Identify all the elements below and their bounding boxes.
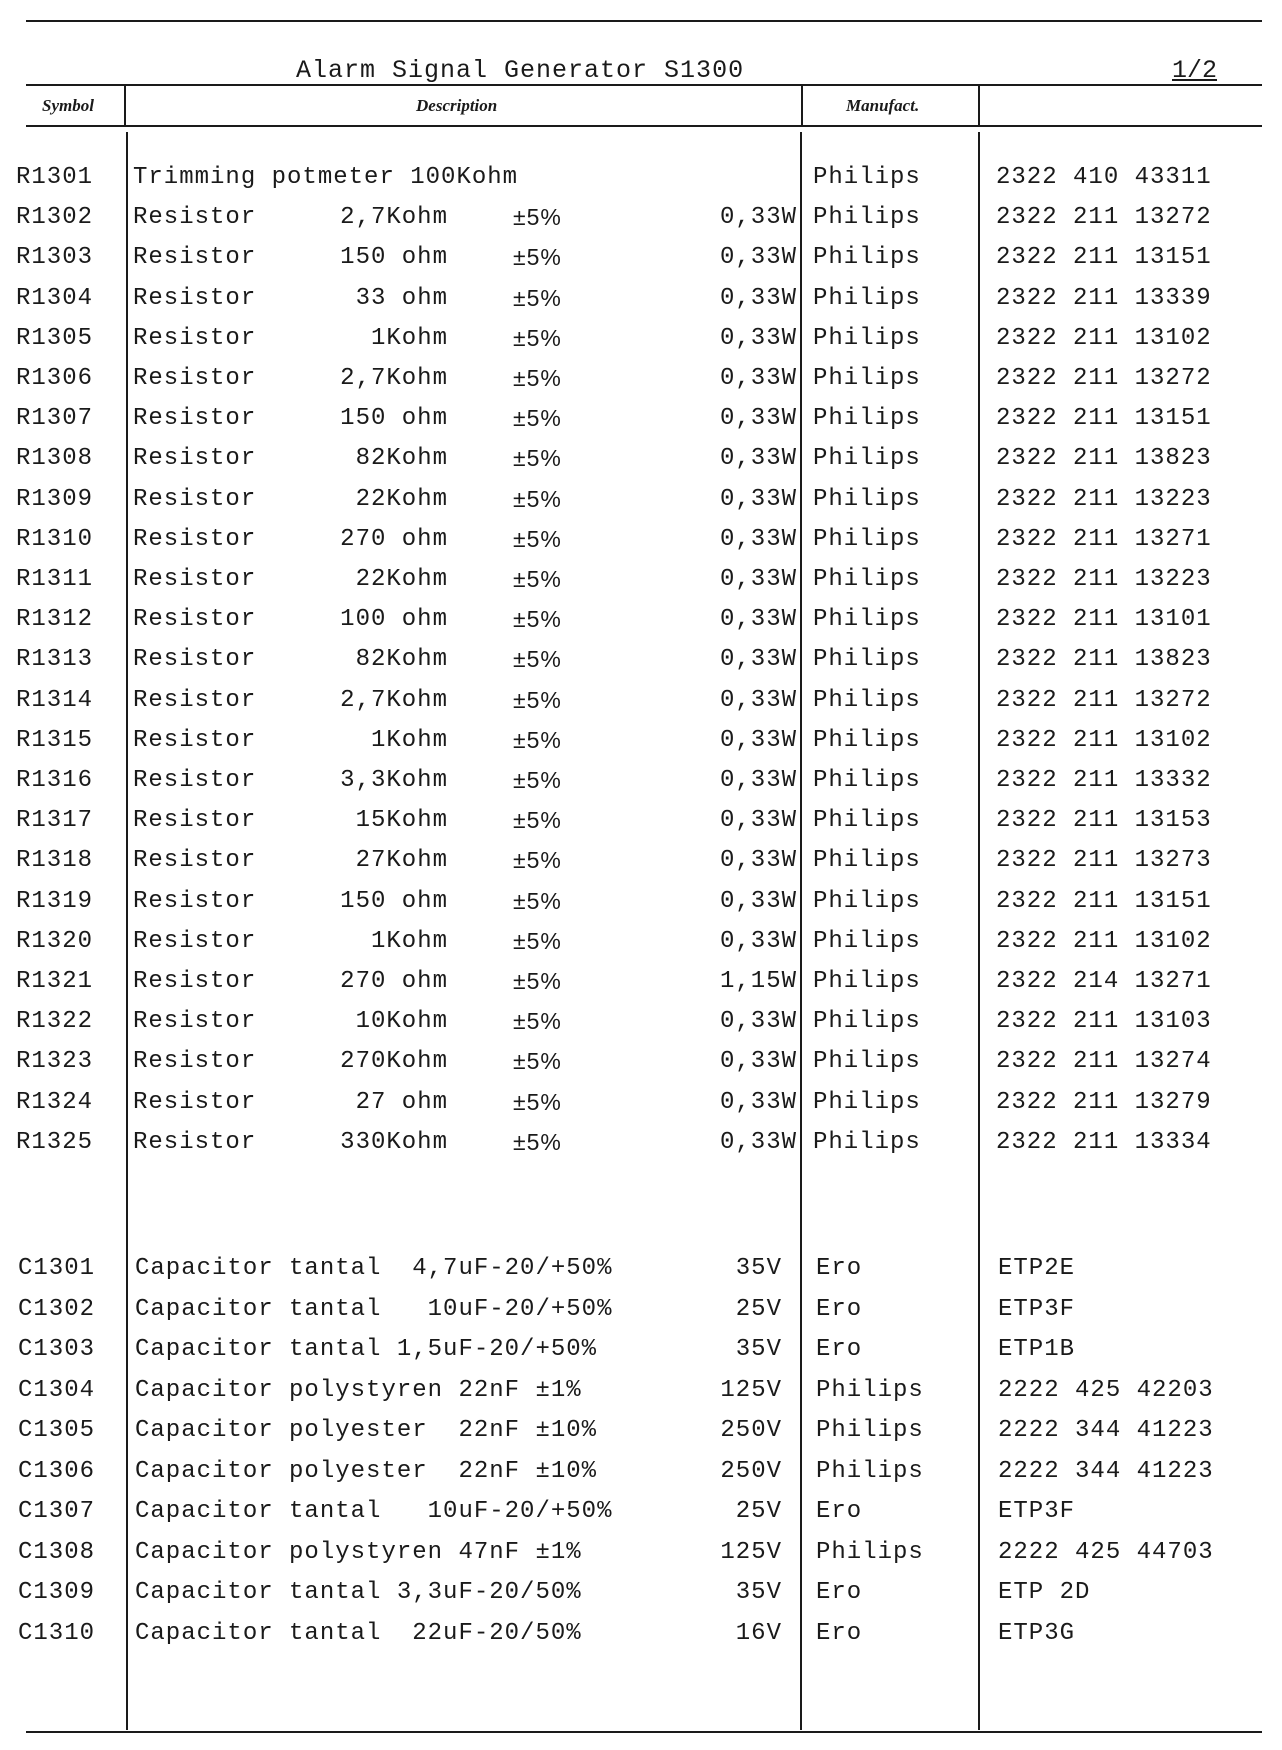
table-row [0, 405, 1282, 441]
part-symbol: R1324 [16, 1088, 94, 1116]
table-row [0, 1255, 1282, 1291]
part-manufacturer: Ero [816, 1579, 863, 1606]
part-manufacturer: Philips [813, 1048, 921, 1076]
table-row [0, 1048, 1282, 1084]
part-manufacturer: Philips [813, 244, 921, 272]
table-row [0, 204, 1282, 240]
part-value: 22Kohm [355, 485, 448, 513]
part-number: 2322 211 13102 [996, 726, 1212, 754]
part-manufacturer: Philips [816, 1457, 924, 1485]
part-rating: 0,33W [719, 284, 797, 312]
part-value-cell [280, 325, 448, 361]
table-row [0, 164, 1282, 200]
part-description: Resistor [133, 606, 257, 634]
part-value-cell [280, 928, 448, 964]
part-description: Resistor [133, 525, 257, 553]
part-value: 82Kohm [355, 646, 448, 674]
part-symbol: C1304 [18, 1376, 96, 1404]
part-number: ETP 2D [998, 1579, 1091, 1606]
part-value: 150 ohm [340, 887, 448, 915]
part-description: Resistor [133, 445, 257, 473]
column-header-symbol: Symbol [42, 96, 94, 115]
part-rating: 125V [720, 1538, 782, 1566]
page-number: 1/2 [1172, 56, 1218, 85]
part-value: 1Kohm [370, 324, 448, 352]
part-symbol: R1322 [16, 1008, 94, 1036]
part-tolerance: ±5% [513, 847, 562, 874]
part-tolerance: ±5% [513, 244, 562, 271]
part-symbol: C1301 [18, 1255, 96, 1282]
table-row [0, 566, 1282, 602]
table-row [0, 968, 1282, 1004]
part-manufacturer: Philips [813, 606, 921, 634]
part-rating: 0,33W [719, 646, 797, 674]
part-manufacturer: Philips [813, 807, 921, 835]
part-number: 2322 211 13823 [996, 646, 1212, 674]
part-value: 150 ohm [340, 405, 448, 433]
table-row [0, 1539, 1282, 1575]
part-value: 2,7Kohm [340, 365, 448, 392]
part-number: 2322 211 13272 [996, 365, 1212, 392]
part-symbol: C1305 [18, 1417, 96, 1444]
part-tolerance: ±5% [513, 284, 562, 311]
part-manufacturer: Ero [816, 1498, 863, 1525]
part-description: Resistor [133, 726, 257, 754]
part-symbol: R1325 [16, 1128, 94, 1156]
table-row [0, 1458, 1282, 1494]
part-manufacturer: Philips [813, 204, 921, 232]
part-symbol: R1309 [16, 485, 94, 513]
part-rating: 0,33W [719, 726, 797, 754]
part-manufacturer: Philips [813, 525, 921, 553]
part-rating: 35V [735, 1255, 782, 1282]
part-tolerance: ±5% [513, 1128, 562, 1155]
part-number: 2322 410 43311 [996, 164, 1212, 191]
part-rating: 0,33W [719, 324, 797, 352]
part-manufacturer: Ero [816, 1295, 863, 1323]
part-number: 2322 211 13151 [996, 405, 1212, 433]
table-row [0, 486, 1282, 522]
table-row [0, 646, 1282, 682]
part-symbol: C1309 [18, 1579, 96, 1606]
part-symbol: R1312 [16, 606, 94, 634]
part-symbol: C1302 [18, 1295, 96, 1323]
part-description: Capacitor polystyren 47nF ±1% [135, 1538, 582, 1566]
part-value: 27 ohm [355, 1088, 448, 1116]
part-value: 100 ohm [340, 606, 448, 634]
part-tolerance: ±5% [513, 686, 562, 713]
part-tolerance: ±5% [513, 968, 562, 994]
part-rating: 0,33W [719, 244, 797, 272]
part-manufacturer: Philips [813, 164, 921, 191]
table-row [0, 325, 1282, 361]
table-row [0, 285, 1282, 321]
part-value-cell [280, 1089, 448, 1125]
part-symbol: R1304 [16, 284, 94, 312]
part-tolerance: ±5% [513, 566, 562, 592]
part-value-cell [280, 1008, 448, 1044]
part-tolerance: ±5% [513, 606, 562, 633]
part-symbol: R1323 [16, 1048, 94, 1076]
part-description: Capacitor tantal 10uF-20/+50% [135, 1498, 613, 1525]
part-description: Resistor [133, 284, 257, 312]
part-symbol: R1318 [16, 847, 94, 875]
part-symbol: R1310 [16, 525, 94, 553]
part-number: ETP3G [998, 1619, 1076, 1647]
part-description: Capacitor tantal 10uF-20/+50% [135, 1295, 613, 1323]
part-description: Resistor [133, 566, 257, 593]
part-tolerance: ±5% [513, 445, 562, 472]
part-symbol: R1321 [16, 968, 94, 995]
part-value-cell [280, 727, 448, 763]
part-rating: 250V [720, 1457, 782, 1485]
part-manufacturer: Philips [813, 365, 921, 392]
part-manufacturer: Philips [813, 485, 921, 513]
part-rating: 0,33W [719, 445, 797, 473]
part-symbol: R1302 [16, 204, 94, 232]
part-rating: 25V [735, 1498, 782, 1525]
column-header-description: Description [416, 96, 498, 115]
part-symbol: R1305 [16, 324, 94, 352]
part-number: 2322 214 13271 [996, 968, 1212, 995]
part-tolerance: ±5% [513, 204, 562, 231]
part-manufacturer: Philips [813, 405, 921, 433]
part-rating: 0,33W [719, 405, 797, 433]
part-manufacturer: Philips [816, 1538, 924, 1566]
part-manufacturer: Philips [813, 646, 921, 674]
table-row [0, 1417, 1282, 1453]
part-symbol: R1319 [16, 887, 94, 915]
part-value: 270Kohm [340, 1048, 448, 1076]
part-symbol: R1306 [16, 365, 94, 392]
part-number: 2322 211 13101 [996, 606, 1212, 634]
part-description: Resistor [133, 405, 257, 433]
part-number: 2322 211 13223 [996, 566, 1212, 593]
part-description: Resistor [133, 1088, 257, 1116]
part-number: 2322 211 13332 [996, 767, 1212, 794]
part-value-cell [280, 646, 448, 682]
part-symbol: R1317 [16, 807, 94, 835]
part-tolerance: ±5% [513, 887, 562, 914]
part-rating: 0,33W [719, 807, 797, 835]
part-description: Resistor [133, 1008, 257, 1036]
part-symbol: C1308 [18, 1538, 96, 1566]
part-description: Resistor [133, 646, 257, 674]
part-manufacturer: Philips [813, 284, 921, 312]
part-description: Resistor [133, 887, 257, 915]
part-symbol: C1307 [18, 1498, 96, 1525]
part-description: Capacitor polyester 22nF ±10% [135, 1417, 598, 1444]
part-manufacturer: Philips [816, 1417, 924, 1444]
part-number: 2322 211 13102 [996, 927, 1212, 955]
table-row [0, 1296, 1282, 1332]
part-description: Resistor [133, 1048, 257, 1076]
part-rating: 0,33W [719, 365, 797, 392]
part-number: 2222 344 41223 [998, 1457, 1214, 1485]
part-value-cell [280, 204, 448, 240]
part-rating: 0,33W [719, 204, 797, 232]
part-symbol: C1303 [18, 1336, 96, 1363]
table-row [0, 687, 1282, 723]
part-description: Resistor [133, 927, 257, 955]
part-value: 27Kohm [355, 847, 448, 875]
part-value-cell [280, 526, 448, 562]
part-number: 2322 211 13274 [996, 1048, 1212, 1076]
part-value-cell [280, 847, 448, 883]
part-value: 3,3Kohm [340, 767, 448, 794]
part-symbol: R1308 [16, 445, 94, 473]
part-value: 270 ohm [340, 968, 448, 995]
part-description: Resistor [133, 686, 257, 714]
column-header-manufact: Manufact. [846, 96, 920, 115]
part-symbol: R1316 [16, 767, 94, 794]
part-manufacturer: Ero [816, 1336, 863, 1363]
part-tolerance: ±5% [513, 485, 562, 512]
part-number: 2322 211 13334 [996, 1128, 1212, 1156]
part-value: 82Kohm [355, 445, 448, 473]
part-tolerance: ±5% [513, 646, 562, 673]
part-description: Resistor [133, 847, 257, 875]
part-number: 2322 211 13823 [996, 445, 1212, 473]
table-row [0, 1579, 1282, 1615]
part-value: 270 ohm [340, 525, 448, 553]
part-rating: 0,33W [719, 1048, 797, 1076]
table-row [0, 1089, 1282, 1125]
part-manufacturer: Philips [813, 968, 921, 995]
part-number: 2322 211 13103 [996, 1008, 1212, 1036]
part-description: Capacitor tantal 22uF-20/50% [135, 1619, 582, 1647]
table-row [0, 445, 1282, 481]
table-row [0, 847, 1282, 883]
part-description: Capacitor polyester 22nF ±10% [135, 1457, 598, 1485]
table-row [0, 928, 1282, 964]
part-tolerance: ±5% [513, 927, 562, 954]
part-rating: 25V [735, 1295, 782, 1323]
part-symbol: C1310 [18, 1619, 96, 1647]
part-value: 22Kohm [355, 566, 448, 593]
table-row [0, 244, 1282, 280]
part-symbol: R1301 [16, 164, 94, 191]
part-description: Capacitor polystyren 22nF ±1% [135, 1376, 582, 1404]
part-value-cell [280, 888, 448, 924]
part-manufacturer: Philips [813, 927, 921, 955]
table-row [0, 1620, 1282, 1656]
part-description: Resistor [133, 485, 257, 513]
part-tolerance: ±5% [513, 365, 562, 391]
part-manufacturer: Philips [813, 686, 921, 714]
part-value: 2,7Kohm [340, 204, 448, 232]
part-tolerance: ±5% [513, 1048, 562, 1075]
part-manufacturer: Philips [813, 566, 921, 593]
part-number: 2222 344 41223 [998, 1417, 1214, 1444]
part-number: 2222 425 44703 [998, 1538, 1214, 1566]
part-tolerance: ±5% [513, 726, 562, 753]
part-description: Capacitor tantal 1,5uF-20/+50% [135, 1336, 598, 1363]
part-manufacturer: Philips [813, 887, 921, 915]
part-value: 150 ohm [340, 244, 448, 272]
part-value: 2,7Kohm [340, 686, 448, 714]
part-description: Trimming potmeter 100Kohm [133, 164, 519, 191]
part-number: ETP3F [998, 1295, 1076, 1323]
part-tolerance: ±5% [513, 807, 562, 834]
page-title: Alarm Signal Generator S1300 [296, 56, 745, 85]
part-rating: 1,15W [719, 968, 797, 995]
part-rating: 250V [720, 1417, 782, 1444]
part-symbol: R1314 [16, 686, 94, 714]
part-value-cell [280, 365, 448, 401]
part-number: 2322 211 13339 [996, 284, 1212, 312]
part-description: Resistor [133, 204, 257, 232]
part-value-cell [280, 566, 448, 602]
part-manufacturer: Philips [813, 1088, 921, 1116]
part-value-cell [280, 807, 448, 843]
table-row [0, 1336, 1282, 1372]
part-value-cell [280, 968, 448, 1004]
table-row [0, 1129, 1282, 1165]
part-tolerance: ±5% [513, 1008, 562, 1035]
table-row [0, 767, 1282, 803]
part-description: Resistor [133, 365, 257, 392]
part-rating: 0,33W [719, 887, 797, 915]
part-value-cell [280, 1129, 448, 1165]
part-manufacturer: Philips [813, 1008, 921, 1036]
table-row [0, 1498, 1282, 1534]
part-number: 2322 211 13151 [996, 887, 1212, 915]
part-value-cell [280, 445, 448, 481]
part-number: ETP3F [998, 1498, 1076, 1525]
part-value-cell [280, 687, 448, 723]
part-number: 2322 211 13151 [996, 244, 1212, 272]
part-value-cell [280, 244, 448, 280]
part-rating: 0,33W [719, 1008, 797, 1036]
part-description: Resistor [133, 767, 257, 794]
part-value: 15Kohm [355, 807, 448, 835]
part-value-cell [280, 767, 448, 803]
part-number: 2322 211 13223 [996, 485, 1212, 513]
part-manufacturer: Philips [816, 1376, 924, 1404]
part-number: 2322 211 13272 [996, 686, 1212, 714]
part-description: Capacitor tantal 3,3uF-20/50% [135, 1579, 582, 1606]
part-manufacturer: Philips [813, 324, 921, 352]
part-rating: 125V [720, 1376, 782, 1404]
part-manufacturer: Philips [813, 767, 921, 794]
part-value: 1Kohm [370, 927, 448, 955]
part-rating: 0,33W [719, 847, 797, 875]
table-row [0, 1008, 1282, 1044]
part-manufacturer: Philips [813, 726, 921, 754]
part-number: ETP2E [998, 1255, 1076, 1282]
part-value-cell [280, 486, 448, 522]
part-tolerance: ±5% [513, 525, 562, 552]
part-rating: 16V [735, 1619, 782, 1647]
part-tolerance: ±5% [513, 1088, 562, 1115]
part-value: 1Kohm [370, 726, 448, 754]
part-manufacturer: Philips [813, 445, 921, 473]
part-manufacturer: Philips [813, 1128, 921, 1156]
part-symbol: R1307 [16, 405, 94, 433]
part-value-cell [280, 1048, 448, 1084]
part-description: Resistor [133, 968, 257, 995]
part-number: 2222 425 42203 [998, 1376, 1214, 1404]
part-number: ETP1B [998, 1336, 1076, 1363]
part-rating: 35V [735, 1579, 782, 1606]
part-rating: 0,33W [719, 686, 797, 714]
part-symbol: R1311 [16, 566, 94, 593]
part-description: Resistor [133, 1128, 257, 1156]
table-row [0, 526, 1282, 562]
part-manufacturer: Ero [816, 1255, 863, 1282]
part-symbol: R1320 [16, 927, 94, 955]
part-rating: 0,33W [719, 1088, 797, 1116]
part-rating: 0,33W [719, 1128, 797, 1156]
table-row [0, 606, 1282, 642]
part-symbol: R1303 [16, 244, 94, 272]
part-rating: 35V [735, 1336, 782, 1363]
part-value: 33 ohm [355, 284, 448, 312]
part-number: 2322 211 13279 [996, 1088, 1212, 1116]
part-description: Capacitor tantal 4,7uF-20/+50% [135, 1255, 613, 1282]
part-manufacturer: Philips [813, 847, 921, 875]
part-tolerance: ±5% [513, 405, 562, 432]
part-number: 2322 211 13271 [996, 525, 1212, 553]
part-description: Resistor [133, 324, 257, 352]
part-value-cell [280, 606, 448, 642]
part-rating: 0,33W [719, 525, 797, 553]
part-rating: 0,33W [719, 927, 797, 955]
part-number: 2322 211 13102 [996, 324, 1212, 352]
part-rating: 0,33W [719, 606, 797, 634]
table-row [0, 888, 1282, 924]
table-row [0, 727, 1282, 763]
part-manufacturer: Ero [816, 1619, 863, 1647]
part-number: 2322 211 13153 [996, 807, 1212, 835]
part-number: 2322 211 13273 [996, 847, 1212, 875]
part-symbol: R1313 [16, 646, 94, 674]
part-rating: 0,33W [719, 485, 797, 513]
part-number: 2322 211 13272 [996, 204, 1212, 232]
table-row [0, 807, 1282, 843]
part-value: 10Kohm [355, 1008, 448, 1036]
part-value-cell [280, 285, 448, 321]
part-tolerance: ±5% [513, 767, 562, 793]
table-row [0, 1377, 1282, 1413]
table-row [0, 365, 1282, 401]
part-tolerance: ±5% [513, 324, 562, 351]
part-symbol: R1315 [16, 726, 94, 754]
part-symbol: C1306 [18, 1457, 96, 1485]
part-rating: 0,33W [719, 566, 797, 593]
part-description: Resistor [133, 807, 257, 835]
part-value-cell [280, 405, 448, 441]
part-description: Resistor [133, 244, 257, 272]
part-rating: 0,33W [719, 767, 797, 794]
part-value: 330Kohm [340, 1128, 448, 1156]
